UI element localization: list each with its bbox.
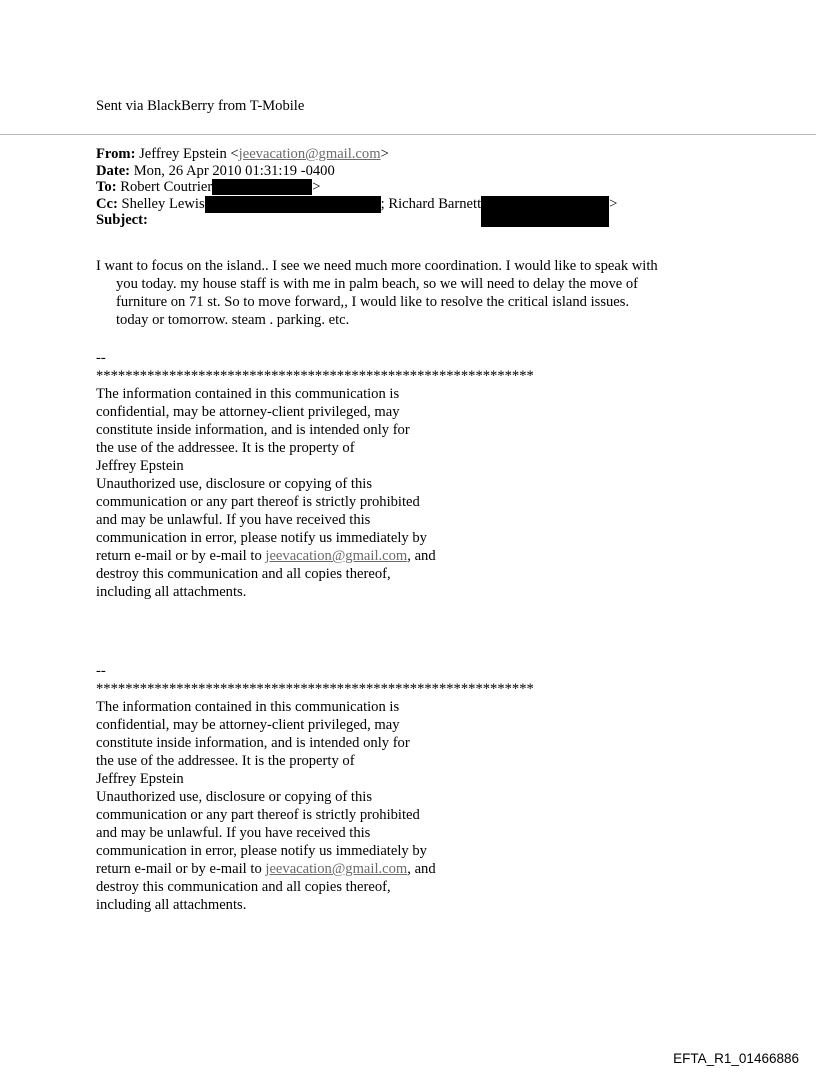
email-header [96, 146, 617, 229]
signature-line: Jeffrey Epstein [96, 771, 184, 787]
signature-stars: ************************************************************ [96, 681, 534, 697]
confidentiality-signature [96, 349, 534, 601]
signature-line: communication or any part thereof is strictly prohibited [96, 807, 420, 823]
subject-label: Subject: [96, 212, 148, 228]
signature-line: including all attachments. [96, 897, 247, 913]
email-body [96, 257, 658, 329]
signature-stars: ************************************************************ [96, 368, 534, 384]
signature-line: including all attachments. [96, 584, 247, 600]
signature-line: and may be unlawful. If you have received this [96, 825, 371, 841]
signature-line: the use of the addressee. It is the property of [96, 440, 355, 456]
body-line: you today. my house staff is with me in palm beach, so we will need to delay the move of [116, 276, 639, 292]
return-suffix: , and [407, 861, 436, 877]
sent-via-line: Sent via BlackBerry from T-Mobile [96, 98, 305, 114]
from-email-link[interactable]: jeevacation@gmail.com [238, 146, 381, 162]
cc-label: Cc: [96, 195, 118, 212]
signature-return-line [96, 547, 534, 565]
date-value: Mon, 26 Apr 2010 01:31:19 -0400 [133, 162, 335, 179]
to-label: To: [96, 179, 117, 195]
to-row [96, 179, 617, 196]
from-label: From: [96, 146, 136, 162]
signature-line: communication in error, please notify us immediately by [96, 843, 427, 859]
return-suffix: , and [407, 548, 436, 564]
signature-line: Jeffrey Epstein [96, 458, 184, 474]
signature-line: constitute inside information, and is intended only for [96, 422, 410, 438]
redaction-box [205, 196, 381, 213]
signature-line: communication in error, please notify us immediately by [96, 530, 427, 546]
from-close: > [380, 146, 389, 162]
return-email-link[interactable]: jeevacation@gmail.com [265, 548, 408, 564]
confidentiality-signature [96, 662, 534, 914]
signature-line: confidential, may be attorney-client privileged, may [96, 404, 400, 420]
signature-line: destroy this communication and all copies thereof, [96, 879, 391, 895]
signature-line: confidential, may be attorney-client privileged, may [96, 717, 400, 733]
signature-line: The information contained in this communication is [96, 386, 400, 402]
from-name: Jeffrey Epstein < [139, 146, 239, 162]
signature-line: The information contained in this communication is [96, 699, 400, 715]
subject-row [96, 212, 617, 229]
body-line: I want to focus on the island.. I see we need much more coordination. I would like to speak with [96, 258, 658, 274]
cc-close: > [609, 195, 618, 212]
from-row [96, 146, 617, 163]
date-row [96, 163, 617, 180]
body-line: furniture on 71 st. So to move forward,, I would like to resolve the critical island issues. [116, 294, 630, 310]
return-prefix: return e-mail or by e-mail to [96, 861, 266, 877]
date-label: Date: [96, 162, 131, 179]
signature-line: Unauthorized use, disclosure or copying of this [96, 789, 373, 805]
body-line: today or tomorrow. steam . parking. etc. [116, 312, 350, 328]
signature-line: destroy this communication and all copies thereof, [96, 566, 391, 582]
signature-line: constitute inside information, and is intended only for [96, 735, 410, 751]
return-email-link[interactable]: jeevacation@gmail.com [265, 861, 408, 877]
to-value: Robert Coutrier [120, 179, 213, 195]
signature-line: communication or any part thereof is strictly prohibited [96, 494, 420, 510]
signature-line: and may be unlawful. If you have received this [96, 512, 371, 528]
signature-return-line [96, 860, 534, 878]
document-id: EFTA_R1_01466886 [673, 1051, 799, 1066]
cc-name-1: Shelley Lewis [121, 195, 205, 212]
signature-dash: -- [96, 350, 106, 366]
signature-dash: -- [96, 663, 106, 679]
to-close: > [312, 179, 321, 195]
divider [0, 134, 816, 135]
redaction-box [212, 179, 312, 195]
signature-line: Unauthorized use, disclosure or copying of this [96, 476, 373, 492]
signature-line: the use of the addressee. It is the property of [96, 753, 355, 769]
cc-separator: ; Richard Barnett [380, 195, 482, 212]
return-prefix: return e-mail or by e-mail to [96, 548, 266, 564]
cc-row [96, 196, 617, 213]
